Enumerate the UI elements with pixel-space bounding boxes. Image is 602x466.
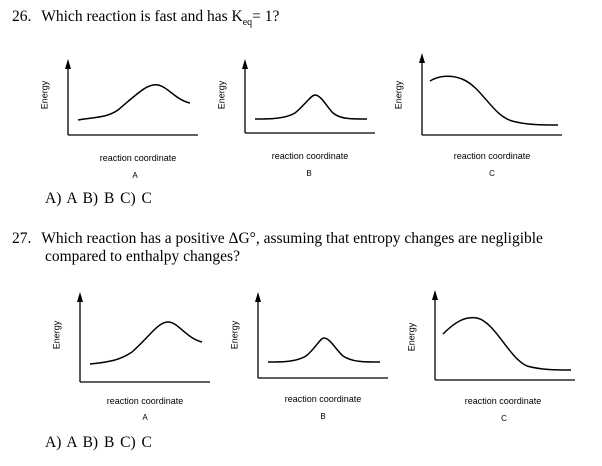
q27-c-ylabel: Energy [406,322,417,352]
q27-a-ylabel: Energy [51,320,62,350]
q26-b-energy-curve [255,95,367,119]
q27-c-energy-curve [443,318,571,370]
question-26-number: 26. [12,8,32,25]
q27-diagram-a [50,280,210,430]
q26-diagram-a-plot [38,45,198,185]
q27-diagram-a-plot [50,280,210,430]
question-27-stem-line1: Which reaction has a positive ΔG°, assuming that entropy changes are negligible [41,230,543,247]
question-27-text [12,230,543,248]
q27-a-energy-curve [90,322,202,364]
q26-b-xlabel: reaction coordinate [271,151,349,161]
q26-b-letter: B [306,169,312,178]
q27-c-letter: C [501,414,507,423]
q27-diagram-b-plot [228,280,388,430]
question-26-stem-end: = 1? [252,8,280,25]
q26-a-letter: A [132,171,138,180]
q26-c-energy-curve [430,76,558,125]
q26-a-energy-curve [78,85,190,120]
q26-diagram-b [215,45,375,185]
q26-b-ylabel: Energy [216,80,227,110]
q27-b-ylabel: Energy [229,320,240,350]
question-26-stem: Which reaction is fast and has K [41,8,243,25]
q26-a-xlabel: reaction coordinate [99,153,177,163]
q26-diagram-c-plot [392,45,562,185]
question-27-number: 27. [12,230,32,247]
question-26-subscript: eq [242,17,253,29]
q27-c-xlabel: reaction coordinate [464,396,542,406]
q27-b-xlabel: reaction coordinate [284,394,362,404]
q26-a-ylabel: Energy [39,80,50,110]
q26-c-letter: C [489,169,495,178]
q26-c-ylabel: Energy [393,80,404,110]
question-27-choices: A) A B) B C) C [45,434,152,451]
q26-diagram-c [392,45,562,185]
q27-diagram-c-plot [405,280,575,430]
question-27-text-line2: compared to enthalpy changes? [45,248,240,265]
q27-b-energy-curve [268,338,380,362]
q27-diagram-c [405,280,575,430]
q26-c-xlabel: reaction coordinate [453,151,531,161]
q26-diagram-b-plot [215,45,375,185]
question-26-choices: A) A B) B C) C [45,190,152,207]
question-26-text [12,8,279,32]
q27-diagram-b [228,280,388,430]
q27-a-xlabel: reaction coordinate [106,396,184,406]
q27-a-letter: A [142,413,148,422]
q26-diagram-a [38,45,198,185]
q27-b-letter: B [320,412,326,421]
